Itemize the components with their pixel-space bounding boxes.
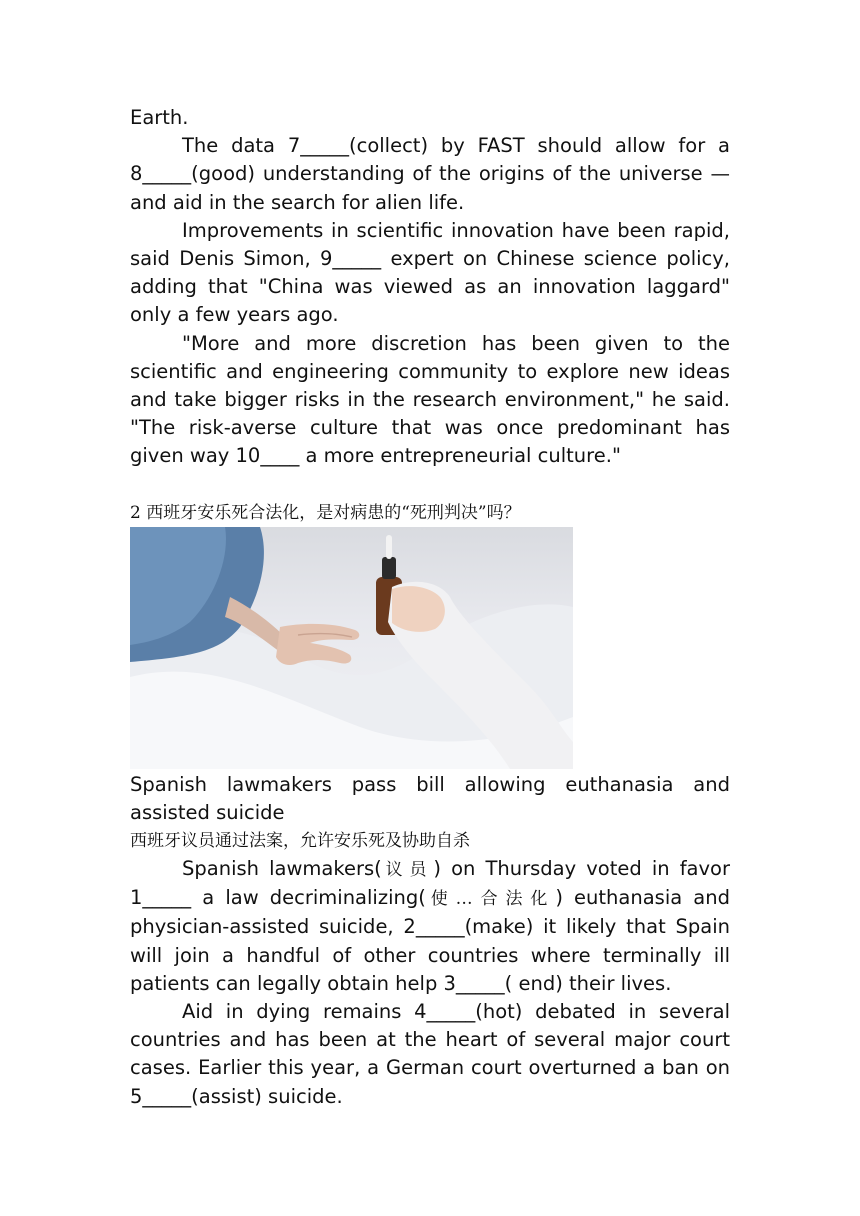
section-heading: 2 西班牙安乐死合法化，是对病患的“死刑判决”吗？ bbox=[130, 502, 521, 523]
article-photo bbox=[130, 527, 573, 769]
gloss-decriminalize: 使…合法化 bbox=[425, 889, 556, 910]
para1-text-a: Spanish lawmakers( bbox=[182, 857, 382, 881]
paragraph-improvements: Improvements in scientific innovation have been rapid, said Denis Simon, 9_____ expert on Chinese science policy, adding that "China was viewed as an innovation laggard" only a few years ago. bbox=[130, 218, 730, 327]
hands-medicine-bottle-photo-icon bbox=[130, 527, 573, 769]
paragraph-quote: "More and more discretion has been given to the scientific and engineering community to explore new ideas and take bigger risks in the research environment," he said. "The risk-averse culture that was once predominant has given way 10____ a more entrepreneurial culture." bbox=[130, 331, 730, 468]
earth-line: Earth. bbox=[130, 106, 189, 129]
para1-text-c: ) euthanasia and physician-assisted suicide, 2_____(make) it likely that Spain will join a handful of other countries where terminally ill patients can legally obtain help 3_____( end) their lives. bbox=[130, 886, 730, 995]
paragraph-fast-data: The data 7_____(collect) by FAST should allow for a 8_____(good) understanding of the origins of the universe — and aid in the search for alien life. bbox=[130, 134, 730, 214]
para1-text-b: ) on Thursday voted in favor 1_____ a law decriminalizing( bbox=[130, 857, 730, 910]
paragraph-lawmakers bbox=[130, 855, 730, 998]
article-title-en: Spanish lawmakers pass bill allowing euthanasia and assisted suicide bbox=[130, 772, 730, 824]
article-title-zh: 西班牙议员通过法案，允许安乐死及协助自杀 bbox=[130, 831, 470, 852]
gloss-lawmakers: 议员 bbox=[381, 860, 434, 881]
paragraph-aid-in-dying: Aid in dying remains 4_____(hot) debated in several countries and has been at the heart of several major court cases. Earlier this year, a German court overturned a ban on 5_____(assist) suicide. bbox=[130, 1000, 730, 1108]
document-page bbox=[130, 104, 730, 1111]
spacer bbox=[130, 471, 730, 499]
